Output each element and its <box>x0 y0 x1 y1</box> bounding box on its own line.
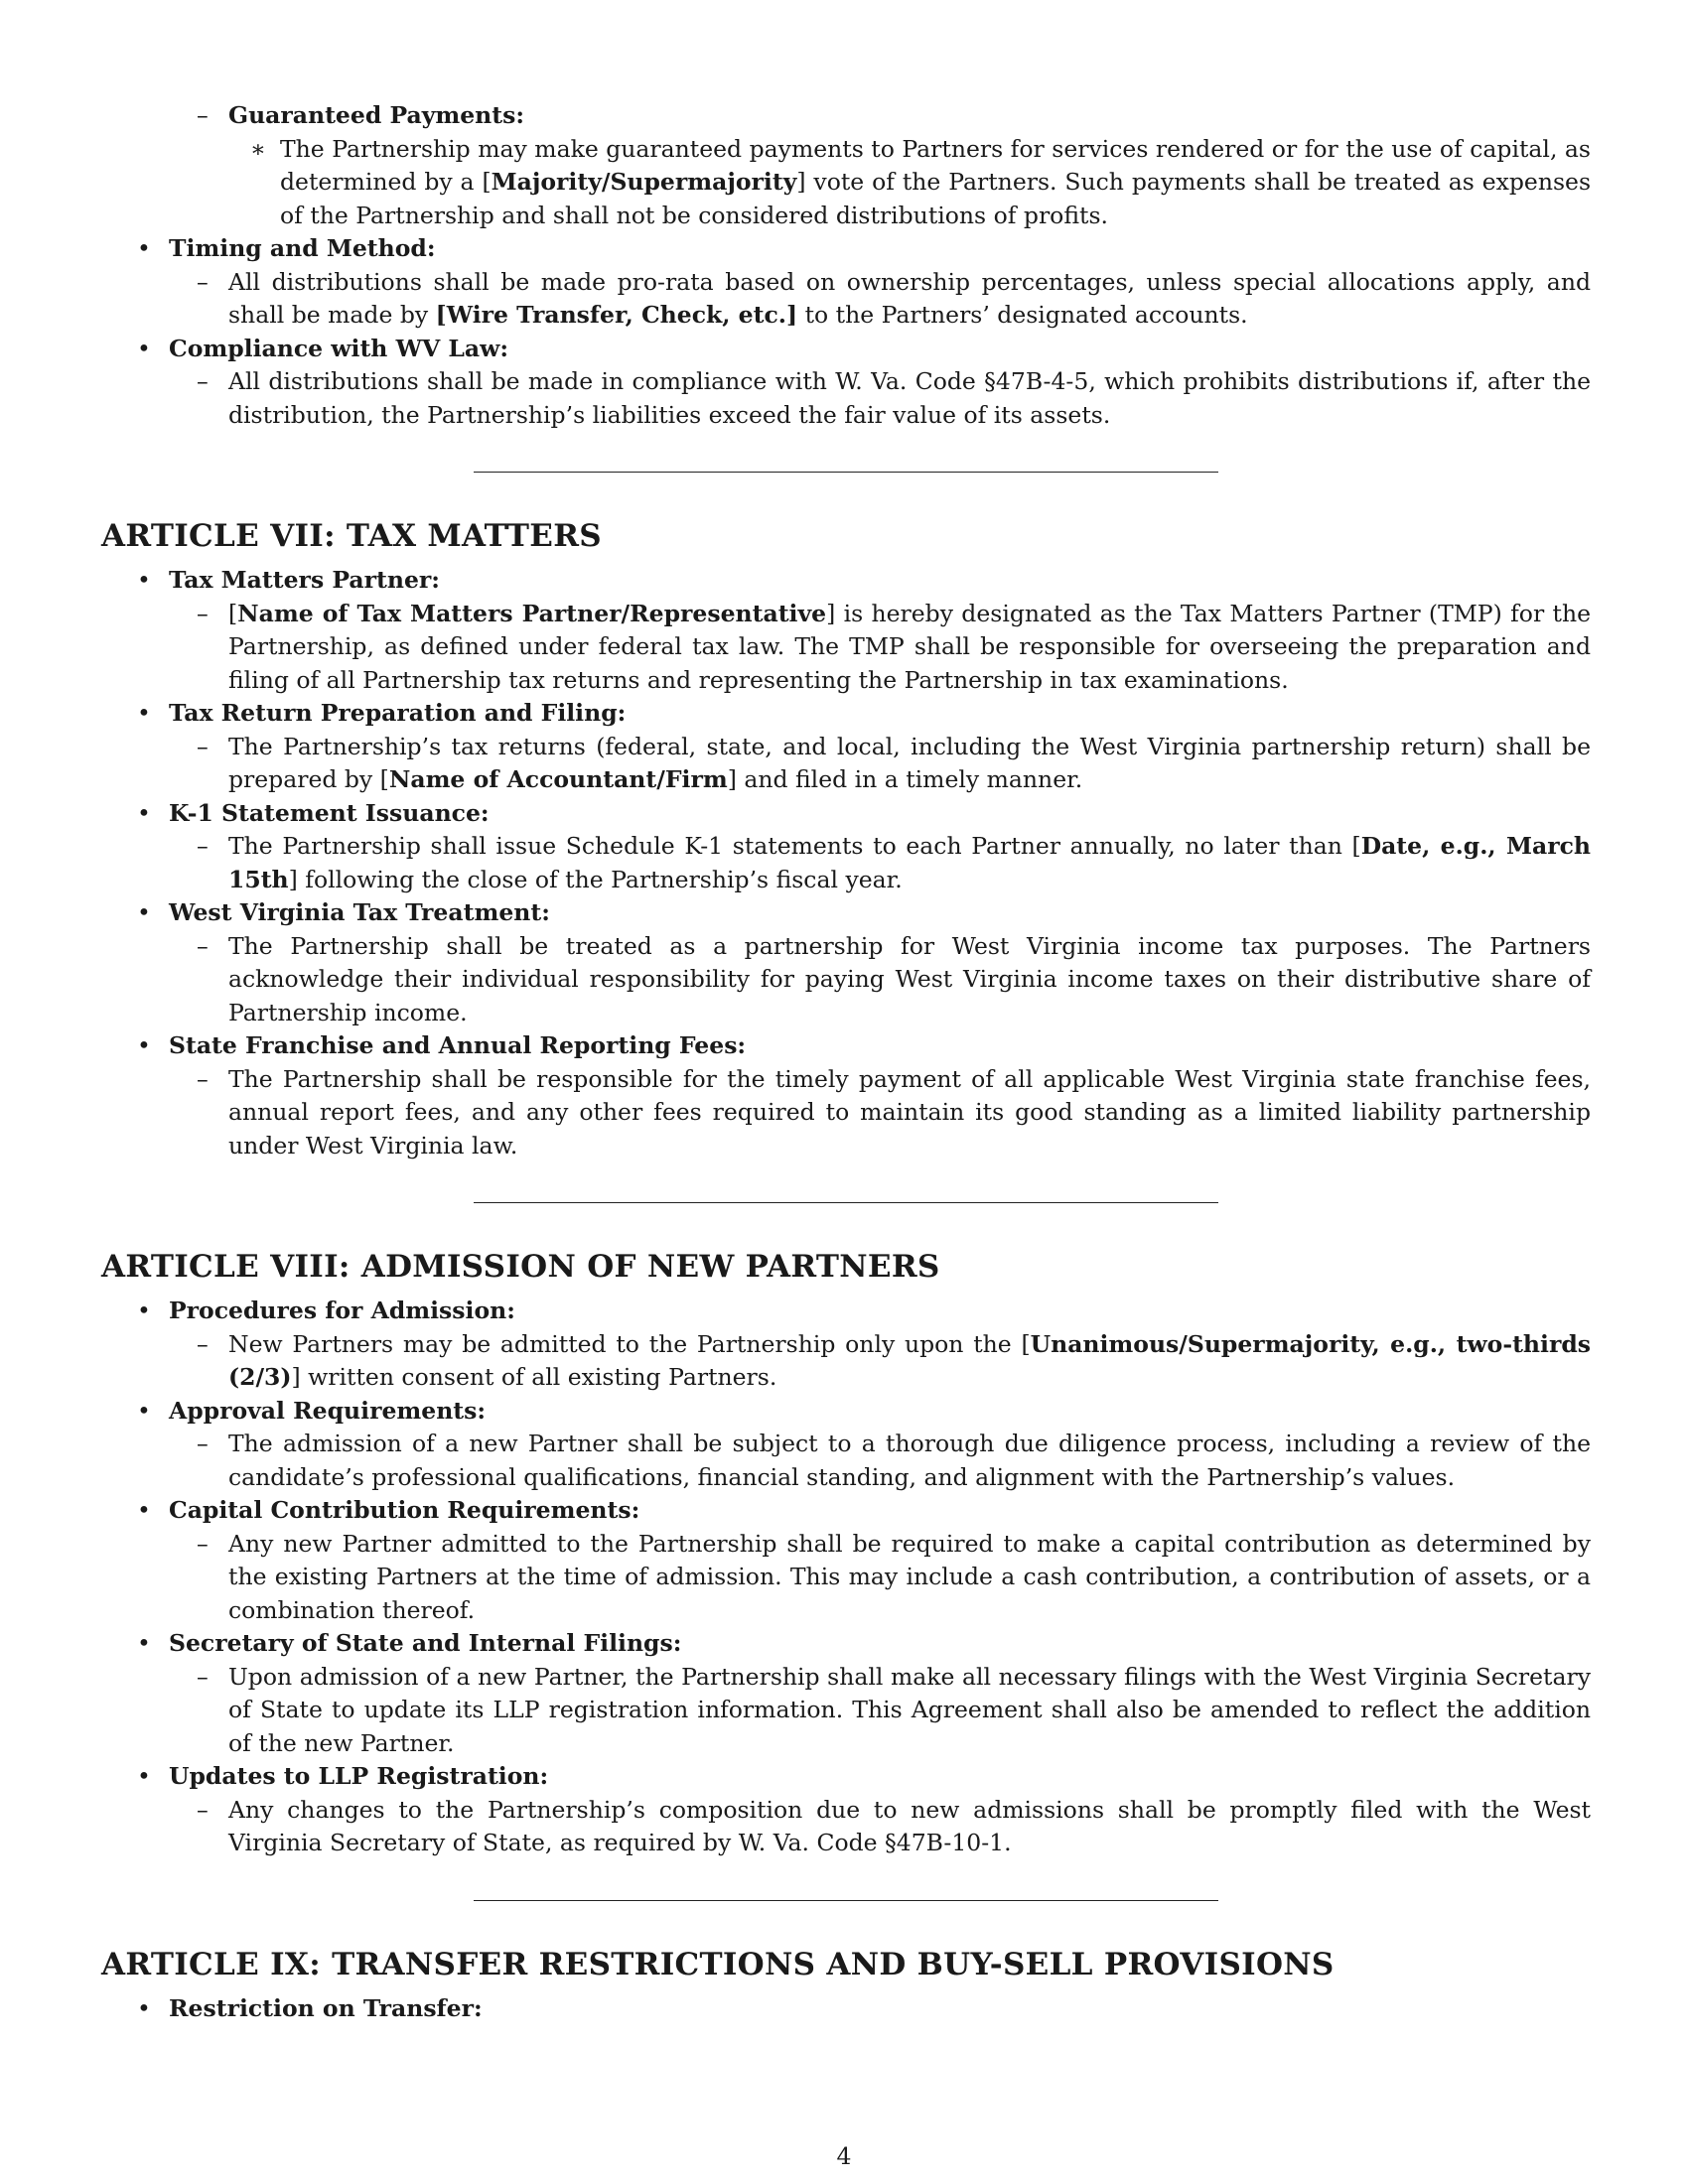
dash-marker: – <box>197 267 209 296</box>
k1-label: K-1 Statement Issuance: <box>169 798 490 827</box>
dash-marker: – <box>197 732 209 760</box>
list-item <box>101 1295 1591 1328</box>
dash-marker: – <box>197 1064 209 1093</box>
admission-procedures-label: Procedures for Admission: <box>169 1297 515 1324</box>
bullet-marker: • <box>137 1629 151 1657</box>
wv-tax-treatment-label: West Virginia Tax Treatment: <box>169 898 550 926</box>
list-item <box>101 1760 1591 1794</box>
bullet-marker: • <box>137 1993 151 2022</box>
list-item <box>101 99 1591 133</box>
franchise-fees-text: The Partnership shall be responsible for the timely payment of all applicable West Virginia state franchise fees, annual report fees, and any other fees required to maintain its good standing as a limited liability partnership under West Virginia law. <box>228 1064 1591 1160</box>
list-item <box>101 1794 1591 1860</box>
horizontal-rule <box>474 472 1218 473</box>
list-item <box>101 1029 1591 1063</box>
list-item <box>101 830 1591 896</box>
tax-matters-partner-text: [Name of Tax Matters Partner/Representative] is hereby designated as the Tax Matters Partner (TMP) for the Partnership, as defined under federal tax law. The TMP shall be responsible for overseeing the preparation and filing of all Partnership tax returns and representing the Partnership in tax examinations. <box>228 599 1591 694</box>
dash-marker: – <box>197 599 209 627</box>
bullet-marker: • <box>137 1496 151 1524</box>
list-item <box>101 598 1591 698</box>
list-item <box>101 1395 1591 1429</box>
tax-return-text: The Partnership’s tax returns (federal, state, and local, including the West Virginia partnership return) shall be prepared by [Name of Accountant/Firm] and filed in a timely manner. <box>228 732 1591 793</box>
list-item <box>101 365 1591 432</box>
page-number: 4 <box>836 2142 852 2170</box>
list-item <box>101 232 1591 266</box>
list-item <box>101 333 1591 366</box>
list-item <box>101 564 1591 598</box>
approval-requirements-label: Approval Requirements: <box>169 1396 487 1425</box>
k1-text: The Partnership shall issue Schedule K-1 statements to each Partner annually, no later than [Date, e.g., March 15th] following the close of the Partnership’s fiscal year. <box>228 832 1591 893</box>
bullet-marker: • <box>137 334 151 362</box>
list-item <box>101 1428 1591 1494</box>
tax-matters-partner-label: Tax Matters Partner: <box>169 566 440 594</box>
llp-registration-label: Updates to LLP Registration: <box>169 1762 549 1790</box>
article-9-heading: ARTICLE IX: TRANSFER RESTRICTIONS AND BUY-SELL PROVISIONS <box>101 1946 1335 1982</box>
horizontal-rule <box>474 1900 1218 1901</box>
dash-marker: – <box>197 1795 209 1824</box>
list-item <box>101 1063 1591 1163</box>
timing-method-text: All distributions shall be made pro-rata based on ownership percentages, unless special allocations apply, and shall be made by [Wire Transfer, Check, etc.] to the Partners’ designated accounts. <box>228 267 1591 329</box>
dash-marker: – <box>197 367 209 395</box>
bullet-marker: • <box>137 566 151 594</box>
compliance-text: All distributions shall be made in compliance with W. Va. Code §47B-4-5, which prohibits distributions if, after the distribution, the Partnership’s liabilities exceed the fair value of its assets. <box>228 367 1591 429</box>
list-item <box>101 1661 1591 1761</box>
tax-return-label: Tax Return Preparation and Filing: <box>169 699 627 727</box>
list-item <box>101 930 1591 1030</box>
dash-marker: – <box>197 1529 209 1558</box>
guaranteed-payments-label: Guaranteed Payments: <box>228 101 525 129</box>
document-page <box>101 99 1591 2025</box>
dash-marker: – <box>197 1662 209 1691</box>
approval-requirements-text: The admission of a new Partner shall be subject to a thorough due diligence process, including a review of the candidate’s professional qualifications, financial standing, and alignment with the Partnership’s values. <box>228 1430 1591 1491</box>
list-item <box>101 731 1591 797</box>
bullet-marker: • <box>137 1297 151 1324</box>
dash-marker: – <box>197 931 209 960</box>
list-item <box>101 797 1591 831</box>
list-item <box>101 1627 1591 1661</box>
dash-marker: – <box>197 1329 209 1358</box>
article-8-heading: ARTICLE VIII: ADMISSION OF NEW PARTNERS <box>101 1249 940 1285</box>
secretary-of-state-text: Upon admission of a new Partner, the Partnership shall make all necessary filings with the West Virginia Secretary of State to update its LLP registration information. This Agreement shall also be amended to reflect the addition of the new Partner. <box>228 1662 1591 1757</box>
admission-procedures-text: New Partners may be admitted to the Partnership only upon the [Unanimous/Supermajority, e.g., two-thirds (2/3)] written consent of all existing Partners. <box>228 1329 1591 1391</box>
list-item <box>101 697 1591 731</box>
bullet-marker: • <box>137 699 151 727</box>
bullet-marker: • <box>137 234 151 262</box>
bullet-marker: • <box>137 1396 151 1425</box>
compliance-label: Compliance with WV Law: <box>169 334 509 362</box>
list-item <box>101 1328 1591 1395</box>
transfer-restriction-label: Restriction on Transfer: <box>169 1993 483 2022</box>
llp-registration-text: Any changes to the Partnership’s composition due to new admissions shall be promptly filed with the West Virginia Secretary of State, as required by W. Va. Code §47B-10-1. <box>228 1795 1591 1856</box>
bullet-marker: • <box>137 898 151 926</box>
horizontal-rule <box>474 1202 1218 1203</box>
bullet-marker: • <box>137 798 151 827</box>
timing-method-label: Timing and Method: <box>169 234 436 262</box>
article-7-heading: ARTICLE VII: TAX MATTERS <box>101 518 602 554</box>
list-item <box>101 896 1591 930</box>
list-item <box>101 1528 1591 1628</box>
capital-contribution-text: Any new Partner admitted to the Partnership shall be required to make a capital contribution as determined by the existing Partners at the time of admission. This may include a cash contribution, a contribution of assets, or a combination thereof. <box>228 1529 1591 1624</box>
list-item <box>101 1494 1591 1528</box>
list-item <box>101 266 1591 333</box>
bullet-marker: • <box>137 1762 151 1790</box>
asterisk-marker: ∗ <box>250 134 266 163</box>
franchise-fees-label: State Franchise and Annual Reporting Fees: <box>169 1031 747 1059</box>
guaranteed-payments-text: The Partnership may make guaranteed payments to Partners for services rendered or for the use of capital, as determined by a [Majority/Supermajority] vote of the Partners. Such payments shall be treated as expenses of the Partnership and shall not be considered distributions of profits. <box>280 134 1592 229</box>
capital-contribution-label: Capital Contribution Requirements: <box>169 1496 640 1524</box>
secretary-of-state-label: Secretary of State and Internal Filings: <box>169 1629 682 1657</box>
bullet-marker: • <box>137 1031 151 1059</box>
dash-marker: – <box>197 1430 209 1457</box>
list-item <box>101 133 1591 233</box>
list-item <box>101 1992 1591 2026</box>
dash-marker: – <box>197 101 209 129</box>
dash-marker: – <box>197 832 209 860</box>
wv-tax-treatment-text: The Partnership shall be treated as a partnership for West Virginia income tax purposes. The Partners acknowledge their individual responsibility for paying West Virginia income taxes on their distributive share of Partnership income. <box>228 931 1591 1026</box>
